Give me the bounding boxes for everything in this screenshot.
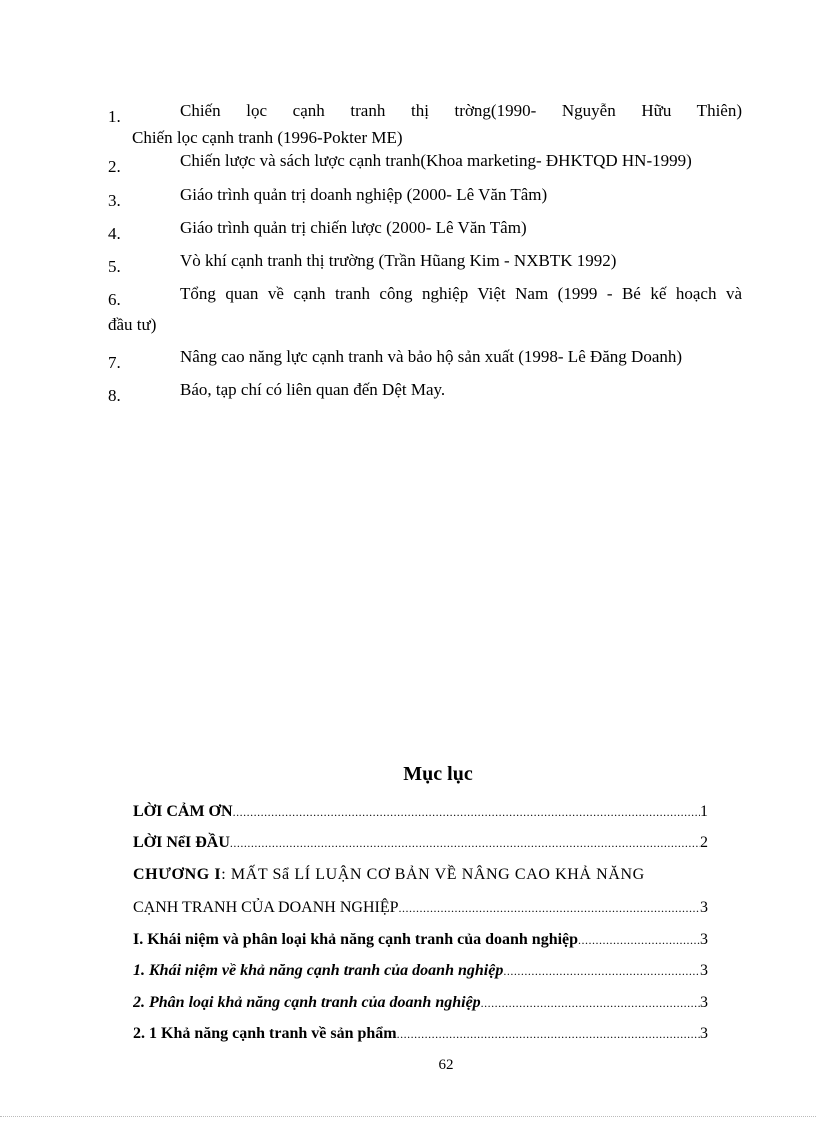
- reference-text: Vò khí cạnh tranh thị trường (Trần Hũang Kim - NXBTK 1992): [180, 251, 617, 270]
- reference-text: Giáo trình quản trị doanh nghiệp (2000- Lê Văn Tâm): [180, 185, 548, 204]
- toc-leader-dots: [503, 959, 700, 983]
- toc-title: Mục lục: [403, 763, 473, 785]
- reference-number: 2.: [108, 157, 121, 176]
- reference-text: Nâng cao năng lực cạnh tranh và bảo hộ sản xuất (1998- Lê Đăng Doanh): [180, 347, 683, 366]
- toc-entry-page: 2: [700, 834, 708, 851]
- reference-text-continued: đầu tư): [108, 315, 157, 334]
- reference-number: 1.: [108, 107, 121, 126]
- page-number: 62: [438, 1057, 454, 1073]
- reference-number: 8.: [108, 386, 121, 405]
- toc-entry-label: 1. Khái niệm về khả năng cạnh tranh của doanh nghiệp: [133, 962, 504, 979]
- toc-entry-page: 3: [700, 962, 708, 979]
- reference-text: Giáo trình quản trị chiến lược (2000- Lê Văn Tâm): [180, 218, 527, 237]
- toc-entry[interactable]: [133, 928, 708, 952]
- toc-leader-dots: [399, 896, 701, 920]
- reference-number: 6.: [108, 290, 121, 309]
- toc-entry-chapter-line1[interactable]: [133, 863, 708, 887]
- toc-entry-label: CẠNH TRANH CỦA DOANH NGHIỆP: [133, 899, 399, 916]
- reference-text-continued: Chiến lọc cạnh tranh (1996-Pokter ME): [132, 128, 403, 147]
- toc-entry[interactable]: [133, 800, 708, 824]
- page-bottom-divider: [0, 1116, 816, 1117]
- reference-text: Chiến lược và sách lược cạnh tranh(Khoa marketing- ĐHKTQD HN-1999): [180, 151, 692, 170]
- toc-entry-chapter-line2[interactable]: [133, 896, 708, 920]
- toc-entry-label: 2. Phân loại khả năng cạnh tranh của doanh nghiệp: [133, 994, 481, 1011]
- toc-entry-page: 1: [700, 803, 708, 820]
- toc-entry-label: 2. 1 Khả năng cạnh tranh về sản phẩm: [133, 1025, 397, 1042]
- toc-entry[interactable]: [133, 831, 708, 855]
- toc-leader-dots: [397, 1022, 700, 1046]
- reference-item-1: [108, 101, 748, 147]
- reference-number: 3.: [108, 191, 121, 210]
- toc-leader-dots: [481, 991, 700, 1015]
- toc-entry[interactable]: [133, 1022, 708, 1046]
- toc-leader-dots: [230, 831, 700, 855]
- toc-entry-page: 3: [700, 899, 708, 916]
- reference-item-6: [108, 284, 748, 334]
- toc-entry-page: 3: [700, 931, 708, 948]
- reference-text: Chiến lọc cạnh tranh thị trờng(1990- Nguyễn Hữu Thiên): [180, 101, 742, 120]
- toc-entry[interactable]: [133, 959, 708, 983]
- toc-entry-label: LỜI NểI ĐẦU: [133, 834, 230, 851]
- reference-text: Tổng quan về cạnh tranh công nghiệp Việt Nam (1999 - Bé kế hoạch và: [180, 284, 742, 303]
- toc-entry-label: LỜI CẢM ƠN: [133, 803, 233, 820]
- reference-number: 4.: [108, 224, 121, 243]
- toc-entry-label-bold: CHƯƠNG I: [133, 866, 222, 883]
- reference-text: Báo, tạp chí có liên quan đến Dệt May.: [180, 380, 446, 399]
- toc-entry-page: 3: [700, 1025, 708, 1042]
- reference-number: 5.: [108, 257, 121, 276]
- toc-entry-label: : MẤT Sẩ LÍ LUẬN CƠ BẢN VỀ NÂNG CAO KHẢ NĂNG: [221, 866, 645, 883]
- toc-leader-dots: [578, 928, 700, 952]
- toc-entry[interactable]: [133, 991, 708, 1015]
- toc-entry-page: 3: [700, 994, 708, 1011]
- toc-entry-label: I. Khái niệm và phân loại khả năng cạnh tranh của doanh nghiệp: [133, 931, 579, 948]
- reference-number: 7.: [108, 353, 121, 372]
- toc-leader-dots: [233, 800, 700, 824]
